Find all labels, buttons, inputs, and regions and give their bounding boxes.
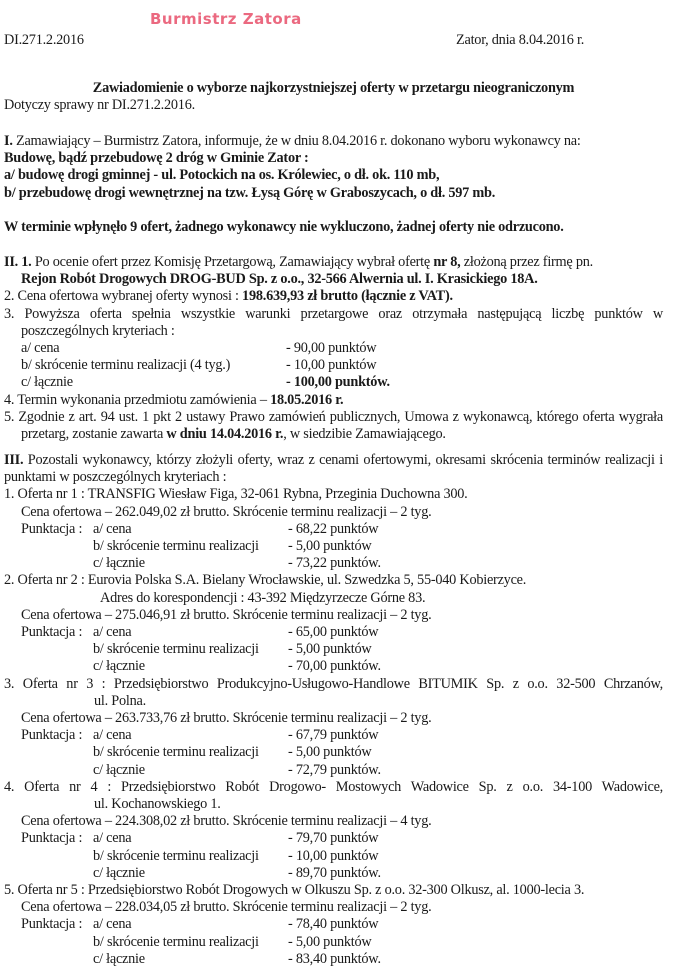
section-3 <box>4 452 663 968</box>
offer-item <box>4 676 663 779</box>
offer-item <box>4 572 663 675</box>
score-row <box>4 848 663 865</box>
contract-subject: Budowę, bądź przebudowę 2 dróg w Gminie Zator : <box>4 150 309 167</box>
score-prefix <box>21 951 93 968</box>
score-value: - 67,79 punktów <box>288 727 379 744</box>
score-value: - 70,00 punktów. <box>288 658 381 675</box>
score-prefix: Punktacja : <box>21 520 83 537</box>
score-row <box>4 830 663 847</box>
selected-firm: Rejon Robót Drogowych DROG-BUD Sp. z o.o., 32-566 Alwernia ul. I. Krasickiego 18A. <box>21 271 538 288</box>
stamp: Burmistrz Zatora <box>150 10 302 28</box>
case-reference: Dotyczy sprawy nr DI.271.2.2016. <box>4 97 195 113</box>
score-row <box>4 555 663 572</box>
score-label: c/ łącznie <box>93 864 145 881</box>
offer-price: Cena ofertowa – 224.308,02 zł brutto. Skrócenie terminu realizacji – 4 tyg. <box>21 813 432 830</box>
offers-note: W terminie wpłynęło 9 ofert, żadnego wykonawcy nie wykluczono, żadnej oferty nie odrzucono. <box>4 219 564 235</box>
score-label: a/ cena <box>93 727 132 744</box>
score-prefix <box>21 538 93 555</box>
score-value: - 89,70 punktów. <box>288 864 381 881</box>
text: 2. Cena ofertowa wybranej oferty wynosi : <box>4 288 243 305</box>
selected-offer-number: nr 8, <box>433 254 461 270</box>
score-row <box>4 916 663 933</box>
score-label: c/ łącznie <box>93 761 145 778</box>
score-prefix <box>21 744 93 761</box>
contract-date: w dniu 14.04.2016 r. <box>166 426 284 443</box>
score-value: - 5,00 punktów <box>288 933 372 950</box>
score-row <box>4 727 663 744</box>
offer-price: Cena ofertowa – 263.733,76 zł brutto. Skrócenie terminu realizacji – 2 tyg. <box>21 710 432 727</box>
offer-item <box>4 486 663 572</box>
criterion-total: - 100,00 punktów. <box>286 374 390 391</box>
score-prefix: Punktacja : <box>21 624 83 641</box>
score-value: - 5,00 punktów <box>288 538 372 555</box>
criteria-paragraph: 3. Powyższa oferta spełnia wszystkie warunki przetargowe oraz otrzymała następującą liczbę punktów w poszczególnych kryteriach : <box>4 305 663 339</box>
score-value: - 78,40 punktów <box>288 916 379 933</box>
offers-list <box>4 486 663 968</box>
contract-paragraph <box>4 409 663 443</box>
text: 5. Zgodnie z art. 94 ust. 1 pkt 2 ustawy Prawo zamówień publicznych, Umowa z wykonawcą, którego oferta wygrała przetarg, zostanie zawarta <box>4 408 663 443</box>
offer-item <box>4 882 663 968</box>
offer-header: 5. Oferta nr 5 : Przedsiębiorstwo Robót Drogowych w Olkuszu Sp. z o.o. 32-300 Olkusz, al. 1000-lecia 3. <box>4 882 585 899</box>
section-number: III. <box>4 452 24 468</box>
score-prefix: Punktacja : <box>21 916 83 933</box>
offer-item <box>4 779 663 882</box>
offer-header-continued: ul. Polna. <box>94 692 146 709</box>
selected-price: 198.639,93 zł brutto (łącznie z VAT). <box>242 288 453 305</box>
section-number: II. 1. <box>4 254 32 270</box>
score-label: b/ skrócenie terminu realizacji <box>93 933 259 950</box>
text: złożoną przez firmę pn. <box>460 254 593 270</box>
offer-header: 4. Oferta nr 4 : Przedsiębiorstwo Robót Drogowo- Mostowych Wadowice Sp. z o.o. 34-100 Wadowice, <box>4 778 663 795</box>
score-row <box>4 951 663 968</box>
place-date: Zator, dnia 8.04.2016 r. <box>456 32 585 48</box>
criterion-value: - 10,00 punktów <box>286 357 377 374</box>
score-prefix <box>21 555 93 572</box>
score-label: a/ cena <box>93 624 132 641</box>
score-label: a/ cena <box>93 830 132 847</box>
criterion-label: a/ cena <box>21 340 60 357</box>
score-label: b/ skrócenie terminu realizacji <box>93 641 259 658</box>
score-value: - 10,00 punktów <box>288 847 379 864</box>
subject-item: a/ budowę drogi gminnej - ul. Potockich na os. Królewiec, o dł. ok. 110 mb, <box>4 167 440 184</box>
score-row <box>4 624 663 641</box>
score-prefix <box>21 658 93 675</box>
header <box>4 32 663 49</box>
offer-header: 1. Oferta nr 1 : TRANSFIG Wiesław Figa, 32-061 Rybna, Przeginia Duchowna 300. <box>4 486 468 503</box>
text: , w siedzibie Zamawiającego. <box>283 426 446 443</box>
score-prefix <box>21 865 93 882</box>
score-value: - 5,00 punktów <box>288 744 372 761</box>
score-prefix: Punktacja : <box>21 830 83 847</box>
text: 4. Termin wykonania przedmiotu zamówienia – <box>4 391 271 408</box>
score-label: b/ skrócenie terminu realizacji <box>93 847 259 864</box>
score-prefix <box>21 934 93 951</box>
score-value: - 5,00 punktów <box>288 641 372 658</box>
section-1 <box>4 133 663 202</box>
section-number: I. <box>4 133 13 149</box>
score-row <box>4 658 663 675</box>
score-row <box>4 538 663 555</box>
score-prefix <box>21 848 93 865</box>
score-prefix <box>21 641 93 658</box>
criterion-value: - 90,00 punktów <box>286 340 377 357</box>
document-title: Zawiadomienie o wyborze najkorzystniejszej oferty w przetargu nieograniczonym <box>92 80 575 96</box>
score-label: c/ łącznie <box>93 950 145 967</box>
document-reference: DI.271.2.2016 <box>4 32 84 48</box>
score-label: c/ łącznie <box>93 658 145 675</box>
score-prefix <box>21 762 93 779</box>
score-value: - 83,40 punktów. <box>288 950 381 967</box>
score-value: - 65,00 punktów <box>288 624 379 641</box>
score-label: c/ łącznie <box>93 555 145 572</box>
score-label: a/ cena <box>93 916 132 933</box>
score-label: a/ cena <box>93 520 132 537</box>
subject-item: b/ przebudowę drogi wewnętrznej na tzw. Łysą Górę w Graboszycach, o dł. 597 mb. <box>4 184 496 201</box>
score-value: - 73,22 punktów. <box>288 555 381 572</box>
offer-header-continued: Adres do korespondencji : 43-392 Międzyrzecze Górne 83. <box>100 589 426 606</box>
offer-price: Cena ofertowa – 228.034,05 zł brutto. Skrócenie terminu realizacji – 2 tyg. <box>21 899 432 916</box>
criterion-label: c/ łącznie <box>21 374 73 391</box>
score-row <box>4 641 663 658</box>
score-value: - 79,70 punktów <box>288 830 379 847</box>
text: Po ocenie ofert przez Komisję Przetargową, Zamawiający wybrał ofertę <box>31 254 434 270</box>
score-row <box>4 934 663 951</box>
score-value: - 72,79 punktów. <box>288 761 381 778</box>
score-row <box>4 744 663 761</box>
score-label: b/ skrócenie terminu realizacji <box>93 744 259 761</box>
score-row <box>4 521 663 538</box>
section-3-intro: Pozostali wykonawcy, którzy złożyli oferty, wraz z cenami ofertowymi, okresami skrócenia terminów realizacji i punktami w poszczególnych kryteriach : <box>4 452 663 486</box>
offer-header: 2. Oferta nr 2 : Eurovia Polska S.A. Bielany Wrocławskie, ul. Szwedzka 5, 55-040 Kobierzyce. <box>4 572 527 589</box>
section-1-intro: Zamawiający – Burmistrz Zatora, informuje, że w dniu 8.04.2016 r. dokonano wyboru wykonawcy na: <box>12 133 581 149</box>
score-value: - 68,22 punktów <box>288 520 379 537</box>
score-label: b/ skrócenie terminu realizacji <box>93 538 259 555</box>
offer-header: 3. Oferta nr 3 : Przedsiębiorstwo Produkcyjno-Usługowo-Handlowe BITUMIK Sp. z o.o. 32-500 Chrzanów, <box>4 675 663 692</box>
completion-date: 18.05.2016 r. <box>270 391 344 408</box>
offer-header-continued: ul. Kochanowskiego 1. <box>94 796 221 813</box>
offer-price: Cena ofertowa – 275.046,91 zł brutto. Skrócenie terminu realizacji – 2 tyg. <box>21 606 432 623</box>
section-2 <box>4 254 663 443</box>
score-row <box>4 865 663 882</box>
score-row <box>4 762 663 779</box>
offer-price: Cena ofertowa – 262.049,02 zł brutto. Skrócenie terminu realizacji – 2 tyg. <box>21 503 432 520</box>
score-prefix: Punktacja : <box>21 727 83 744</box>
criterion-label: b/ skrócenie terminu realizacji (4 tyg.) <box>21 357 231 374</box>
